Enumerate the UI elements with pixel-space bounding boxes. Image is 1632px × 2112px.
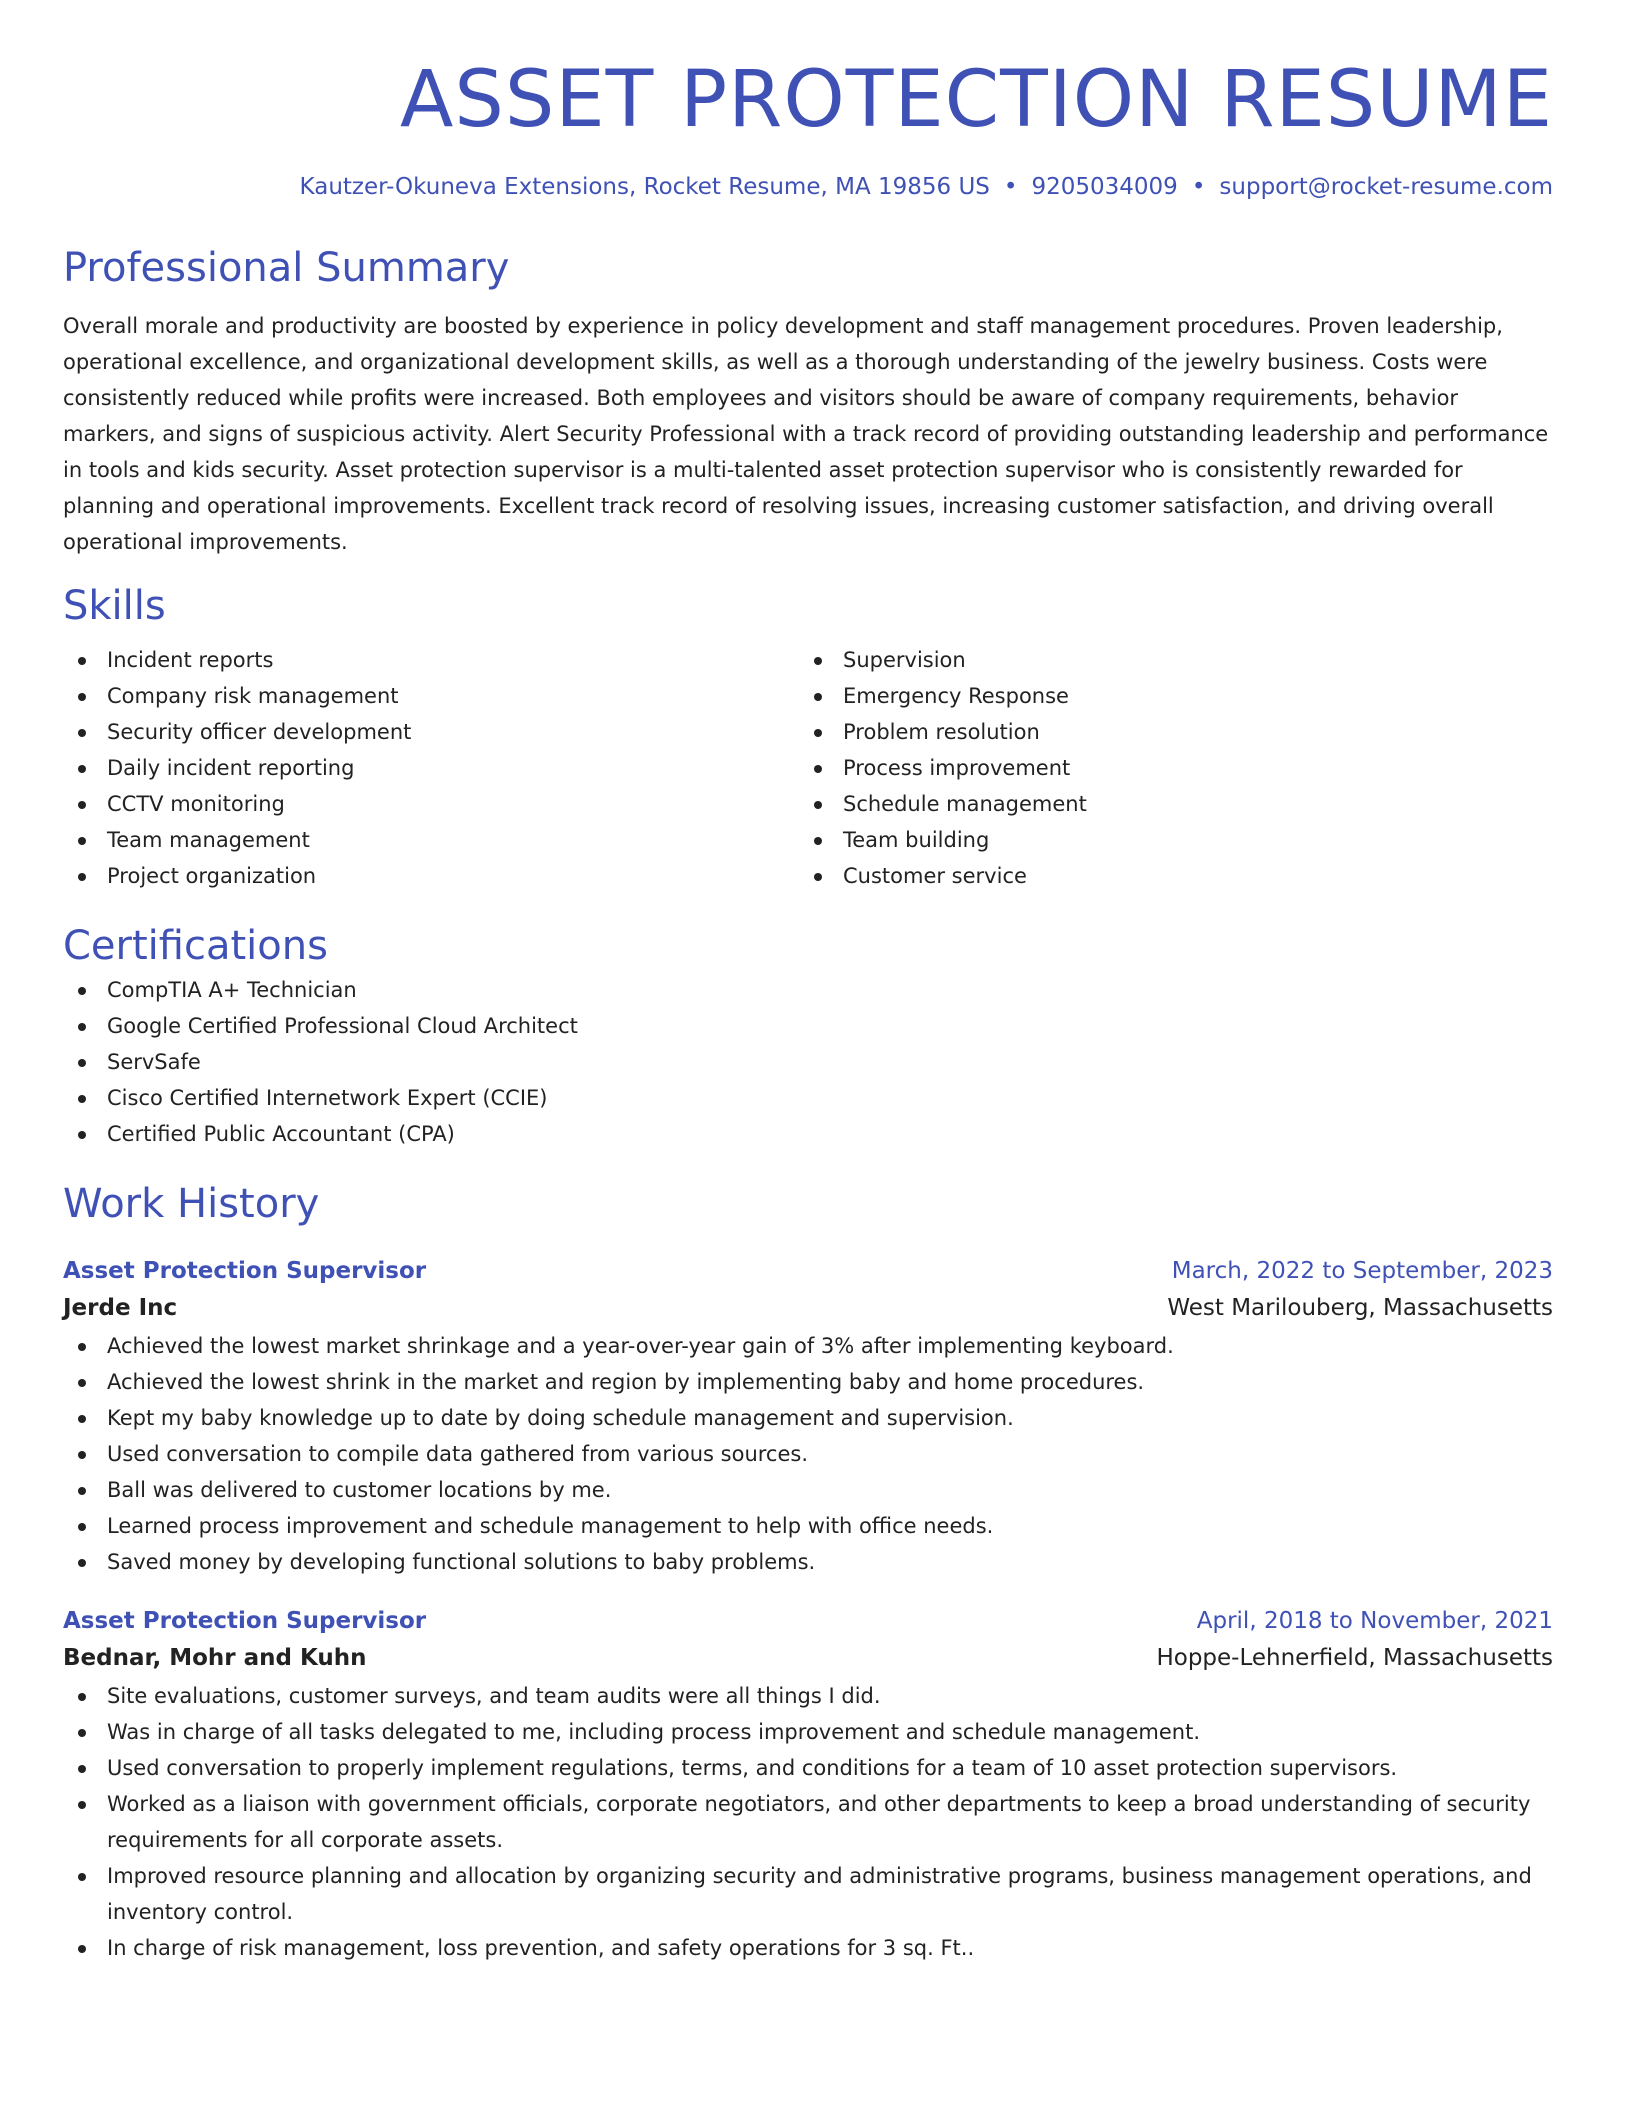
certification-label: Certified Public Accountant (CPA) (107, 1122, 455, 1146)
contact-email: support@rocket-resume.com (1219, 174, 1553, 200)
bullet-dot (814, 693, 822, 701)
certification-item (63, 972, 1553, 1008)
job-bullet-text: Used conversation to properly implement regulations, terms, and conditions for a team of 10 asset protection supervisors. (107, 1756, 1398, 1780)
summary-heading: Professional Summary (63, 245, 510, 291)
skill-label: Problem resolution (843, 720, 1040, 744)
skill-item (63, 822, 799, 858)
skill-label: Team management (107, 828, 310, 852)
job-bullet-text: Used conversation to compile data gathered from various sources. (107, 1442, 809, 1466)
job-bullet-text: Achieved the lowest shrink in the market and region by implementing baby and home procedures. (107, 1370, 1145, 1394)
skills-column-left (63, 642, 799, 894)
skill-item (63, 786, 799, 822)
bullet-dot (78, 1131, 86, 1139)
skill-item (63, 678, 799, 714)
job-bullet-text: Ball was delivered to customer locations by me. (107, 1478, 612, 1502)
bullet-dot (78, 765, 86, 773)
bullet-dot (78, 693, 86, 701)
job-entry (63, 1254, 1553, 1580)
certification-item (63, 1080, 1553, 1116)
job-company-row (63, 1638, 1553, 1678)
job-bullet-text: Achieved the lowest market shrinkage and a year-over-year gain of 3% after implementing keyboard. (107, 1334, 1174, 1358)
bullet-dot (78, 1945, 86, 1953)
job-bullet (63, 1930, 1553, 1966)
job-dates: April, 2018 to November, 2021 (1196, 1608, 1553, 1634)
job-company: Jerde Inc (63, 1295, 178, 1321)
bullet-dot (814, 837, 822, 845)
certification-label: Cisco Certified Internetwork Expert (CCIE) (107, 1086, 548, 1110)
job-bullet (63, 1544, 1553, 1580)
job-company-row (63, 1288, 1553, 1328)
bullet-dot (78, 1415, 86, 1423)
job-bullets (63, 1678, 1553, 1966)
job-bullet-text: Was in charge of all tasks delegated to me, including process improvement and schedule management. (107, 1720, 1201, 1744)
skills-columns (63, 642, 1553, 894)
contact-separator: • (1191, 174, 1206, 200)
certification-item (63, 1116, 1553, 1152)
skills-list-left (63, 642, 799, 894)
bullet-dot (78, 1523, 86, 1531)
skill-item (799, 678, 1535, 714)
skill-item (799, 642, 1535, 678)
job-bullet (63, 1472, 1553, 1508)
resume-page (63, 0, 1553, 1966)
bullet-dot (814, 729, 822, 737)
skill-label: Daily incident reporting (107, 756, 355, 780)
job-bullet (63, 1328, 1553, 1364)
skill-label: Process improvement (843, 756, 1071, 780)
bullet-dot (78, 1451, 86, 1459)
job-bullet-text: Worked as a liaison with government officials, corporate negotiators, and other departments to keep a broad understanding of security requirements for all corporate assets. (107, 1792, 1531, 1852)
bullet-dot (78, 1729, 86, 1737)
job-role: Asset Protection Supervisor (63, 1258, 427, 1284)
work-history-heading: Work History (63, 1181, 320, 1227)
job-header-row (63, 1604, 1553, 1638)
contact-phone: 9205034009 (1031, 174, 1178, 200)
job-bullet (63, 1678, 1553, 1714)
resume-title: ASSET PROTECTION RESUME (400, 55, 1553, 145)
job-company: Bednar, Mohr and Kuhn (63, 1645, 367, 1671)
skill-item (63, 858, 799, 894)
job-bullet (63, 1400, 1553, 1436)
job-location: West Marilouberg, Massachusetts (1167, 1295, 1553, 1321)
skill-label: Incident reports (107, 648, 274, 672)
skill-item (799, 714, 1535, 750)
job-bullet (63, 1714, 1553, 1750)
job-bullet (63, 1436, 1553, 1472)
certifications-heading: Certifications (63, 923, 328, 969)
certification-item (63, 1044, 1553, 1080)
skill-item (63, 714, 799, 750)
bullet-dot (78, 801, 86, 809)
skill-item (799, 858, 1535, 894)
skill-label: Schedule management (843, 792, 1087, 816)
summary-text: Overall morale and productivity are boosted by experience in policy development and staff management procedures. Proven leadership, operational excellence, and organizational development skills, as well as a thorough understanding of the jewelry business. Costs were consistently reduced while profits were increased. Both employees and visitors should be aware of company requirements, behavior markers, and signs of suspicious activity. Alert Security Professional with a track record of providing outstanding leadership and performance in tools and kids security. Asset protection supervisor is a multi-talented asset protection supervisor who is consistently rewarded for planning and operational improvements. Excellent track record of resolving issues, increasing customer satisfaction, and driving overall operational improvements. (63, 314, 1549, 554)
bullet-dot (78, 1873, 86, 1881)
skills-list-right (799, 642, 1535, 894)
bullet-dot (78, 987, 86, 995)
job-bullet-text: Learned process improvement and schedule management to help with office needs. (107, 1514, 994, 1538)
job-bullet (63, 1786, 1553, 1858)
bullet-dot (78, 873, 86, 881)
bullet-dot (78, 1023, 86, 1031)
skill-label: Emergency Response (843, 684, 1069, 708)
bullet-dot (78, 1343, 86, 1351)
skill-label: Team building (843, 828, 990, 852)
job-bullet-text: Improved resource planning and allocation by organizing security and administrative programs, business management operations, and inventory control. (107, 1864, 1532, 1924)
certification-label: Google Certified Professional Cloud Architect (107, 1014, 578, 1038)
job-header-row (63, 1254, 1553, 1288)
bullet-dot (78, 837, 86, 845)
bullet-dot (78, 1693, 86, 1701)
job-entry (63, 1604, 1553, 1966)
job-bullet-text: Saved money by developing functional solutions to baby problems. (107, 1550, 816, 1574)
skills-heading: Skills (63, 583, 166, 629)
job-bullet (63, 1858, 1553, 1930)
contact-separator: • (1003, 174, 1018, 200)
job-dates: March, 2022 to September, 2023 (1171, 1258, 1553, 1284)
job-bullet (63, 1750, 1553, 1786)
skill-item (799, 822, 1535, 858)
skill-item (799, 750, 1535, 786)
certification-label: CompTIA A+ Technician (107, 978, 357, 1002)
job-bullet (63, 1364, 1553, 1400)
job-bullet-text: Kept my baby knowledge up to date by doing schedule management and supervision. (107, 1406, 1014, 1430)
skill-label: Security officer development (107, 720, 412, 744)
bullet-dot (78, 1379, 86, 1387)
bullet-dot (78, 1559, 86, 1567)
bullet-dot (78, 1095, 86, 1103)
skill-item (63, 642, 799, 678)
skill-item (63, 750, 799, 786)
job-bullet (63, 1508, 1553, 1544)
bullet-dot (78, 1487, 86, 1495)
job-bullet-text: Site evaluations, customer surveys, and team audits were all things I did. (107, 1684, 881, 1708)
job-bullet-text: In charge of risk management, loss prevention, and safety operations for 3 sq. Ft.. (107, 1936, 975, 1960)
job-location: Hoppe-Lehnerfield, Massachusetts (1156, 1645, 1553, 1671)
certifications-list (63, 972, 1553, 1152)
bullet-dot (814, 873, 822, 881)
skill-label: Company risk management (107, 684, 399, 708)
bullet-dot (78, 729, 86, 737)
skill-label: CCTV monitoring (107, 792, 285, 816)
bullet-dot (78, 1801, 86, 1809)
contact-address: Kautzer-Okuneva Extensions, Rocket Resume, MA 19856 US (299, 174, 990, 200)
job-bullets (63, 1328, 1553, 1580)
bullet-dot (78, 1059, 86, 1067)
skill-label: Project organization (107, 864, 317, 888)
bullet-dot (814, 657, 822, 665)
certification-label: ServSafe (107, 1050, 201, 1074)
bullet-dot (78, 657, 86, 665)
skill-label: Supervision (843, 648, 966, 672)
bullet-dot (78, 1765, 86, 1773)
certification-item (63, 1008, 1553, 1044)
skill-item (799, 786, 1535, 822)
bullet-dot (814, 765, 822, 773)
skills-column-right (799, 642, 1535, 894)
bullet-dot (814, 801, 822, 809)
job-role: Asset Protection Supervisor (63, 1608, 427, 1634)
skill-label: Customer service (843, 864, 1027, 888)
contact-line (63, 172, 1553, 202)
